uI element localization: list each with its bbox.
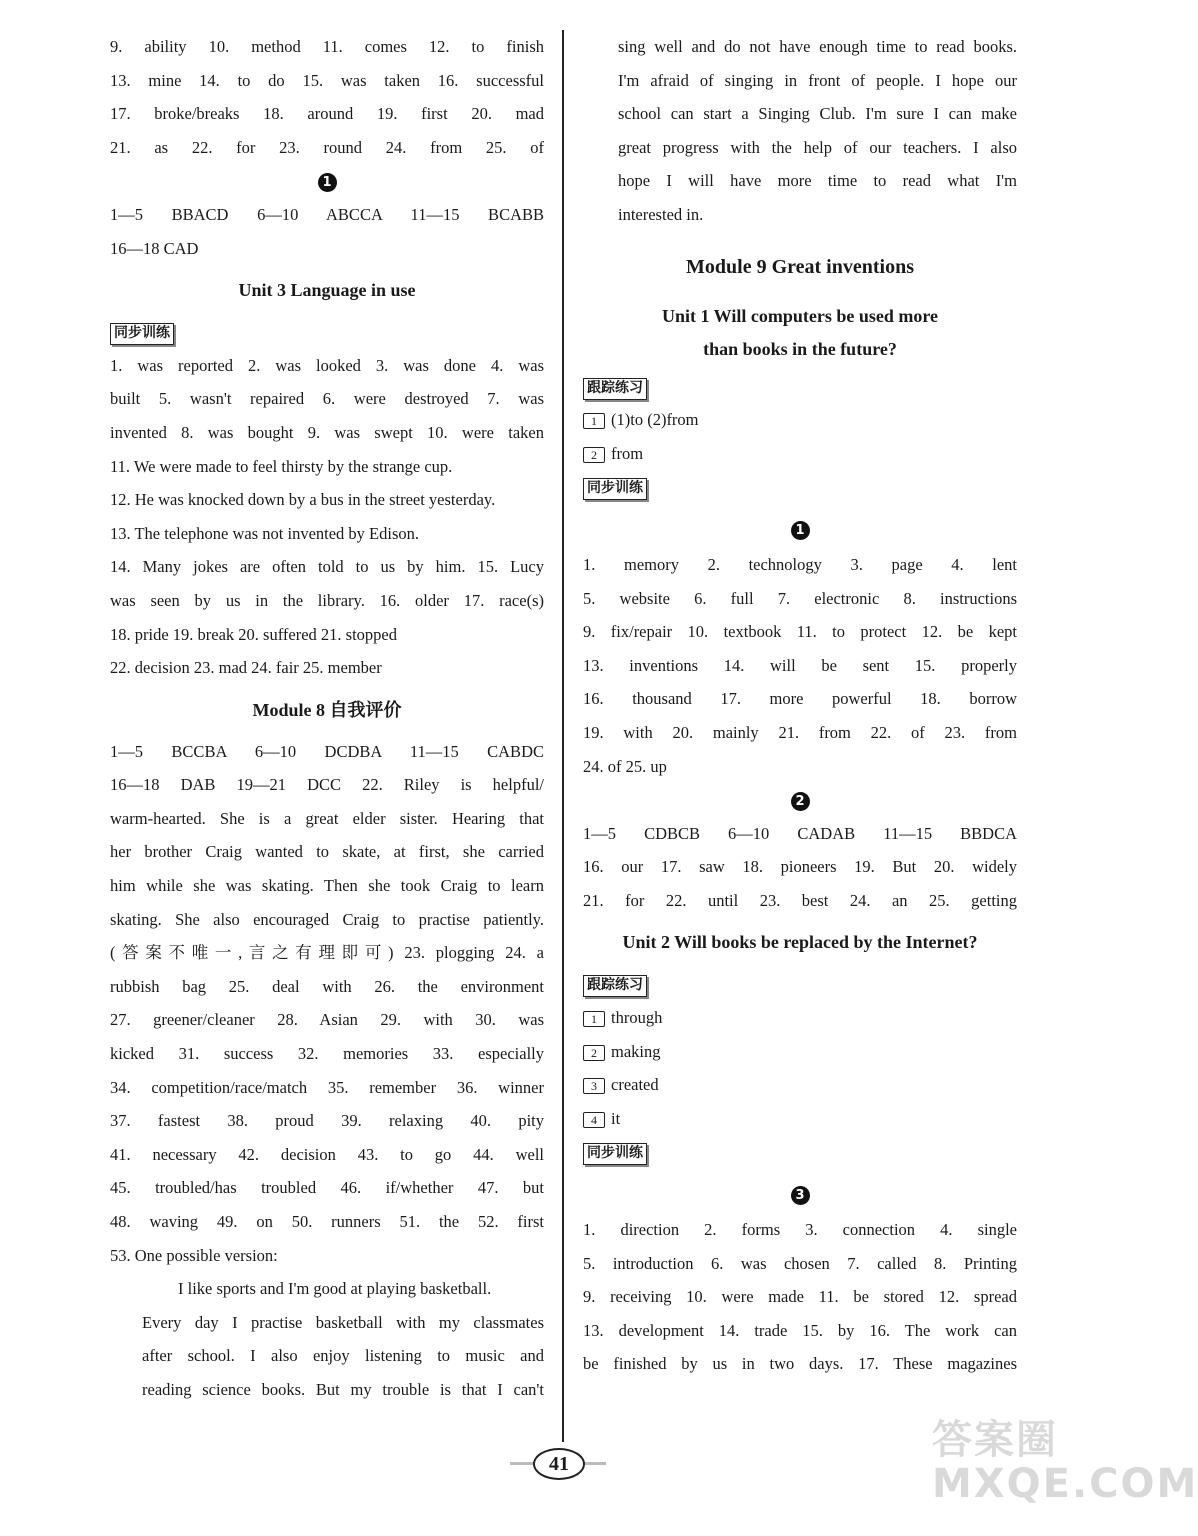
text-line: 48. waving 49. on 50. runners 51. the 52. first [110,1212,544,1231]
unit-title: than books in the future? [703,338,897,359]
text-line: 1. direction 2. forms 3. connection 4. single [583,1220,1017,1240]
module-title: Module 8 自我评价 [252,699,402,720]
page-number-label: 41 [533,1448,585,1480]
text-line: 18. pride 19. break 20. suffered 21. stopped [110,624,398,644]
text-line: 9. fix/repair 10. textbook 11. to protect 12. be kept [583,622,1017,642]
text-line: 13. inventions 14. will be sent 15. properly [583,655,1017,675]
text-line: her brother Craig wanted to skate, at first, she carried [110,842,544,862]
circled-number-icon: 2 [791,792,810,811]
section-marker [583,504,1017,548]
exercise-tag-wrap [583,470,1017,504]
exercise-tag-wrap [583,967,1017,1001]
essay-line: interested in. [618,204,704,224]
text-line: 37. fastest 38. proud 39. relaxing 40. pity [110,1111,544,1131]
text-line: him while she was skating. Then she took Craig to learn [110,876,544,896]
text-line: 1. was reported 2. was looked 3. was done 4. was [110,355,544,375]
exercise-tag-wrap [583,1135,1017,1169]
page-number [510,1446,606,1482]
text-line: 21. as 22. for 23. round 24. from 25. of [110,137,544,157]
text-line: 53. One possible version: [110,1245,278,1265]
track-item: 1 (1)to (2)from [583,403,1017,437]
boxed-number-icon: 2 [583,447,605,463]
text-line: 1—5 BCCBA 6—10 DCDBA 11—15 CABDC [110,741,544,761]
track-item: 3 created [583,1068,1017,1102]
column-divider [562,30,564,1442]
essay-line: school can start a Singing Club. I'm sure I can make [618,104,1017,124]
unit-title: Unit 2 Will books be replaced by the Internet? [622,932,978,953]
text-line: invented 8. was bought 9. was swept 10. were taken [110,422,544,442]
boxed-number-icon: 1 [583,413,605,429]
essay-line: I'm afraid of singing in front of people. I hope our [618,70,1017,90]
text-line: 5. introduction 6. was chosen 7. called 8. Printing [583,1253,1017,1273]
text-line: 11. We were made to feel thirsty by the strange cup. [110,456,453,476]
text-line: 13. mine 14. to do 15. was taken 16. successful [110,70,544,90]
exercise-tag: 同步训练 [583,478,647,500]
exercise-tag: 跟踪练习 [583,378,647,400]
text-line: 9. receiving 10. were made 11. be stored 12. spread [583,1287,1017,1307]
text-line: 16—18 CAD [110,238,199,258]
track-item: 1 through [583,1001,1017,1035]
exercise-tag: 跟踪练习 [583,975,647,997]
text-line: 13. The telephone was not invented by Edison. [110,523,420,543]
text-line: 41. necessary 42. decision 43. to go 44. well [110,1144,544,1164]
unit-title: Unit 1 Will computers be used more [661,305,938,326]
section-marker [110,164,544,198]
text-line: 14. Many jokes are often told to us by him. 15. Lucy [110,557,544,577]
exercise-tag-wrap [583,370,1017,404]
exercise-tag: 同步训练 [110,323,174,345]
text-line: 21. for 22. until 23. best 24. an 25. getting [583,890,1017,910]
text-line: 9. ability 10. method 11. comes 12. to finish [110,37,544,56]
circled-number-icon: 1 [318,173,337,192]
text-line: be finished by us in two days. 17. These magazines [583,1354,1017,1374]
boxed-number-icon: 2 [583,1045,605,1061]
watermark-logo: 答案圈 MXQE.COM [932,1417,1198,1507]
text-line: (答案不唯一,言之有理即可) 23. plogging 24. a [110,943,544,963]
unit-title: Unit 3 Language in use [238,280,416,301]
essay-line: reading science books. But my trouble is that I can't [142,1379,544,1399]
circled-number-icon: 1 [791,521,810,540]
circled-number-icon: 3 [791,1186,810,1205]
text-line: 5. website 6. full 7. electronic 8. instructions [583,588,1017,608]
boxed-number-icon: 1 [583,1011,605,1027]
exercise-tag-wrap [110,315,544,349]
exercise-tag: 同步训练 [583,1143,647,1165]
track-item: 2 from [583,437,1017,471]
text-line: kicked 31. success 32. memories 33. especially [110,1044,544,1064]
left-column [110,30,544,1407]
text-line: 27. greener/cleaner 28. Asian 29. with 30. was [110,1010,544,1030]
section-marker [583,783,1017,817]
text-line: 1. memory 2. technology 3. page 4. lent [583,554,1017,574]
text-line: warm-hearted. She is a great elder sister. Hearing that [110,808,544,828]
text-line: 45. troubled/has troubled 46. if/whether 47. but [110,1178,544,1198]
text-line: 16. thousand 17. more powerful 18. borrow [583,689,1017,709]
essay-line: great progress with the help of our teachers. I also [618,137,1017,157]
module-title: Module 9 Great inventions [686,255,914,278]
boxed-number-icon: 4 [583,1112,605,1128]
essay-line: after school. I also enjoy listening to music and [142,1346,544,1366]
track-item: 4 it [583,1102,1017,1136]
text-line: 34. competition/race/match 35. remember 36. winner [110,1077,544,1097]
text-line: 1—5 CDBCB 6—10 CADAB 11—15 BBDCA [583,823,1017,843]
text-line: built 5. wasn't repaired 6. were destroyed 7. was [110,389,544,409]
text-line: was seen by us in the library. 16. older 17. race(s) [110,590,544,610]
text-line: 22. decision 23. mad 24. fair 25. member [110,658,382,678]
track-item: 2 making [583,1035,1017,1069]
text-line: rubbish bag 25. deal with 26. the environment [110,976,544,996]
text-line: 12. He was knocked down by a bus in the street yesterday. [110,490,496,510]
section-marker [583,1169,1017,1213]
essay-line: sing well and do not have enough time to read books. [618,37,1017,56]
text-line: 1—5 BBACD 6—10 ABCCA 11—15 BCABB [110,204,544,224]
text-line: 19. with 20. mainly 21. from 22. of 23. from [583,722,1017,742]
text-line: 16—18 DAB 19—21 DCC 22. Riley is helpful/ [110,775,544,795]
text-line: 24. of 25. up [583,756,667,776]
text-line: 13. development 14. trade 15. by 16. The work can [583,1320,1017,1340]
right-column [583,30,1017,1381]
essay-line: I like sports and I'm good at playing basketball. [178,1279,492,1299]
boxed-number-icon: 3 [583,1078,605,1094]
essay-line: hope I will have more time to read what I'm [618,171,1017,191]
text-line: 17. broke/breaks 18. around 19. first 20. mad [110,104,544,124]
text-line: skating. She also encouraged Craig to practise patiently. [110,909,544,929]
text-line: 16. our 17. saw 18. pioneers 19. But 20. widely [583,857,1017,877]
essay-line: Every day I practise basketball with my classmates [142,1312,544,1332]
